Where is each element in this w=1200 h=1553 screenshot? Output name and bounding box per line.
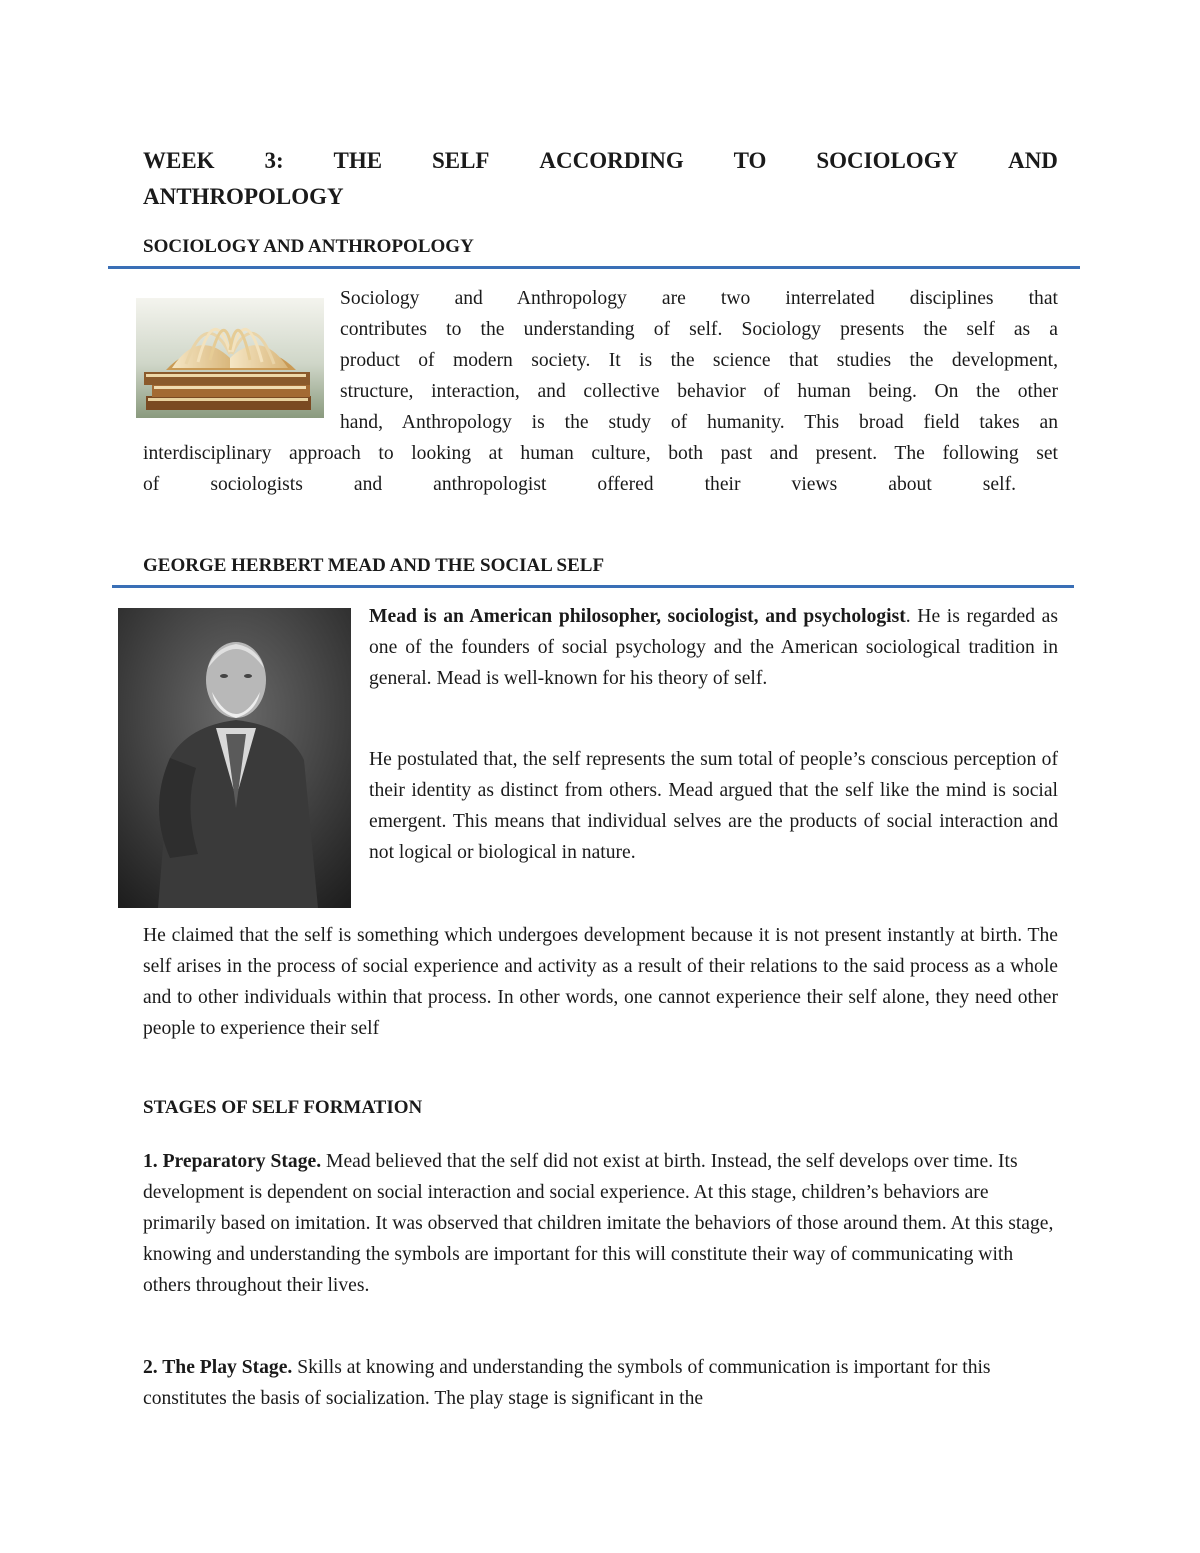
title-line-2: ANTHROPOLOGY	[143, 184, 344, 209]
title-line-1	[143, 143, 1058, 179]
paragraph-line: contributes to the understanding of self. Sociology presents the self as a	[340, 319, 1058, 340]
mead-intro-text: . He is regarded as one of the founders of social psychology and the American sociological tradition in general. Mead is well-known for his theory of self.	[369, 606, 1058, 689]
george-herbert-mead-portrait	[118, 608, 351, 908]
title-word: ACCORDING	[539, 148, 684, 173]
stage-2-text: Skills at knowing and understanding the symbols of communication is important for this constitutes the basis of socialization. The play stage is significant in the	[143, 1357, 991, 1409]
paragraph-line: product of modern society. It is the science that studies the development,	[340, 350, 1058, 371]
stage-1-title: 1. Preparatory Stage.	[143, 1151, 322, 1172]
section-heading-mead: GEORGE HERBERT MEAD AND THE SOCIAL SELF	[143, 555, 605, 576]
title-word: SOCIOLOGY	[816, 148, 959, 173]
page-title	[143, 143, 1058, 215]
mead-intro-bold: Mead is an American philosopher, sociologist, and psychologist	[369, 606, 906, 627]
mead-intro-paragraph	[369, 601, 1058, 694]
paragraph-line: of sociologists and anthropologist offered their views about self.	[143, 474, 1016, 495]
section-heading-sociology: SOCIOLOGY AND ANTHROPOLOGY	[143, 236, 474, 257]
title-word: TO	[733, 148, 767, 173]
section-heading-stages: STAGES OF SELF FORMATION	[143, 1097, 423, 1118]
mead-claim-paragraph: He claimed that the self is something which undergoes development because it is not present instantly at birth. The self arises in the process of social experience and activity as a result of their relations to the said process as a whole and to other individuals within that process. In other words, one cannot experience their self alone, they need other people to experience their self	[143, 925, 1058, 1039]
title-word: AND	[1008, 148, 1058, 173]
paragraph-line: interdisciplinary approach to looking at human culture, both past and present. The following set	[143, 443, 1058, 464]
paragraph-line: structure, interaction, and collective behavior of human being. On the other	[340, 381, 1058, 402]
mead-postulate-paragraph: He postulated that, the self represents the sum total of people’s conscious perception of their identity as distinct from others. Mead argued that the self like the mind is social emergent. This means that individual selves are the products of social interaction and not logical or biological in nature.	[369, 749, 1058, 863]
title-word: WEEK	[143, 148, 215, 173]
section-divider	[108, 266, 1080, 269]
section-divider	[112, 585, 1074, 588]
stage-2-paragraph	[143, 1352, 1058, 1414]
stage-2-title: 2. The Play Stage.	[143, 1357, 293, 1378]
stage-1-text: Mead believed that the self did not exist at birth. Instead, the self develops over time. Its development is dependent on social interaction and social experience. At this stage, children’s behaviors are primarily based on imitation. It was observed that children imitate the behaviors of those around them. At this stage, knowing and understanding the symbols are important for this will constitute their way of communicating with others throughout their lives.	[143, 1151, 1054, 1296]
open-books-image	[136, 298, 324, 418]
stage-1-paragraph	[143, 1146, 1058, 1301]
paragraph-line: hand, Anthropology is the study of humanity. This broad field takes an	[340, 412, 1058, 433]
paragraph-line: Sociology and Anthropology are two interrelated disciplines that	[340, 288, 1058, 309]
title-word: 3:	[264, 148, 284, 173]
title-word: THE	[333, 148, 383, 173]
title-word: SELF	[431, 148, 490, 173]
